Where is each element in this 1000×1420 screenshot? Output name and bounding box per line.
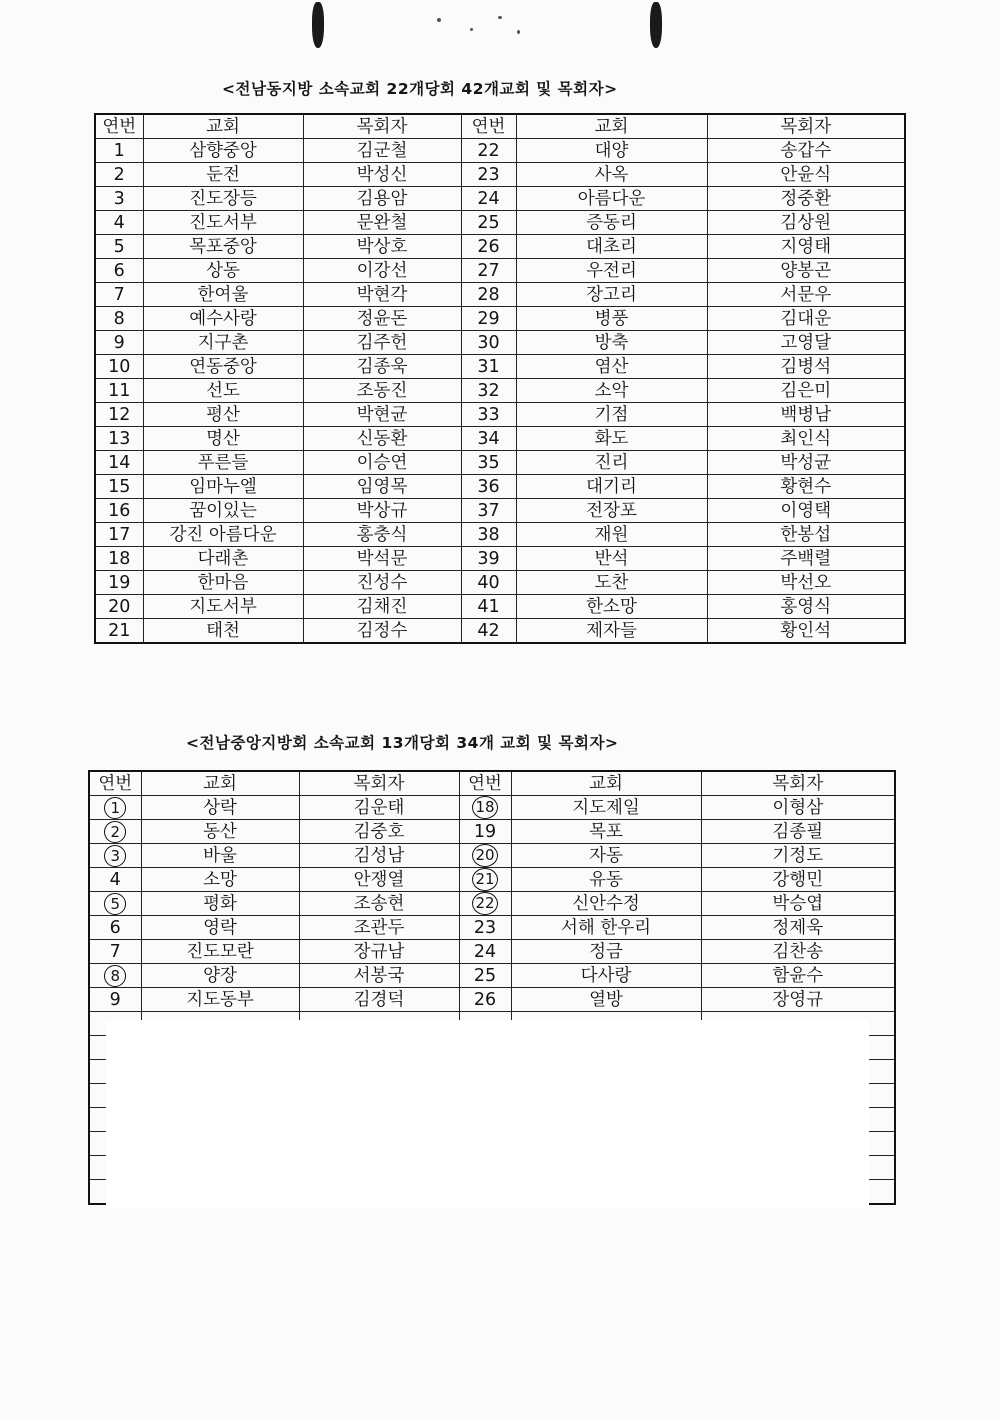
circled-number: 3 — [104, 845, 126, 867]
row-number — [459, 892, 511, 916]
table-row — [89, 796, 895, 820]
pastor-name: 황인석 — [707, 619, 905, 644]
row-number: 40 — [461, 571, 516, 595]
church-name: 명산 — [143, 427, 303, 451]
pastor-name: 함윤수 — [701, 964, 895, 988]
pastor-name: 지영태 — [707, 235, 905, 259]
circled-number: 22 — [472, 892, 498, 915]
church-name: 다래촌 — [143, 547, 303, 571]
col-header-church: 교회 — [141, 771, 299, 796]
church-name: 한여울 — [143, 283, 303, 307]
pastor-name: 장영규 — [701, 988, 895, 1012]
row-number: 21 — [95, 619, 143, 644]
col-header-number: 연번 — [461, 114, 516, 139]
pastor-name: 박성신 — [303, 163, 461, 187]
pastor-name: 정윤돈 — [303, 307, 461, 331]
row-number: 7 — [89, 940, 141, 964]
pastor-name: 박현각 — [303, 283, 461, 307]
row-number: 5 — [95, 235, 143, 259]
table-row — [95, 211, 905, 235]
row-number: 30 — [461, 331, 516, 355]
table-row — [95, 235, 905, 259]
row-number: 13 — [95, 427, 143, 451]
circled-number: 8 — [104, 965, 126, 987]
pastor-name: 진성수 — [303, 571, 461, 595]
row-number: 1 — [95, 139, 143, 163]
pastor-name: 김종필 — [701, 820, 895, 844]
church-name: 병풍 — [516, 307, 707, 331]
pastor-name: 김경덕 — [299, 988, 459, 1012]
table-row — [89, 868, 895, 892]
church-name: 목포 — [511, 820, 701, 844]
church-name: 지도제일 — [511, 796, 701, 820]
church-name: 진도서부 — [143, 211, 303, 235]
pastor-name: 정제욱 — [701, 916, 895, 940]
row-number: 42 — [461, 619, 516, 644]
row-number: 7 — [95, 283, 143, 307]
pastor-name: 조동진 — [303, 379, 461, 403]
table-row — [89, 916, 895, 940]
church-name: 서해 한우리 — [511, 916, 701, 940]
row-number: 29 — [461, 307, 516, 331]
row-number: 35 — [461, 451, 516, 475]
table-row — [95, 259, 905, 283]
church-name: 소악 — [516, 379, 707, 403]
pastor-name: 이영택 — [707, 499, 905, 523]
row-number: 2 — [95, 163, 143, 187]
pastor-name: 안쟁열 — [299, 868, 459, 892]
row-number: 33 — [461, 403, 516, 427]
pastor-name: 김운태 — [299, 796, 459, 820]
church-name: 상동 — [143, 259, 303, 283]
row-number: 9 — [95, 331, 143, 355]
row-number: 22 — [461, 139, 516, 163]
church-name: 진리 — [516, 451, 707, 475]
pastor-name: 김용암 — [303, 187, 461, 211]
pastor-name: 박석문 — [303, 547, 461, 571]
pastor-name: 김은미 — [707, 379, 905, 403]
table-row — [95, 571, 905, 595]
church-name: 한마음 — [143, 571, 303, 595]
church-name: 삼향중앙 — [143, 139, 303, 163]
row-number: 17 — [95, 523, 143, 547]
row-number — [89, 844, 141, 868]
row-number: 8 — [95, 307, 143, 331]
row-number — [89, 820, 141, 844]
row-number: 24 — [459, 940, 511, 964]
pastor-name: 이승연 — [303, 451, 461, 475]
table-row — [89, 988, 895, 1012]
church-name: 반석 — [516, 547, 707, 571]
church-name: 목포중앙 — [143, 235, 303, 259]
pastor-name: 황현수 — [707, 475, 905, 499]
table1-header-row — [95, 114, 905, 139]
pastor-name: 이강선 — [303, 259, 461, 283]
row-number: 20 — [95, 595, 143, 619]
church-name: 강진 아름다운 — [143, 523, 303, 547]
church-name: 꿈이있는 — [143, 499, 303, 523]
church-name: 열방 — [511, 988, 701, 1012]
col-header-pastor: 목회자 — [299, 771, 459, 796]
church-name: 우전리 — [516, 259, 707, 283]
punch-hole-left — [312, 2, 324, 48]
pastor-name: 백병남 — [707, 403, 905, 427]
row-number: 6 — [95, 259, 143, 283]
table-row — [95, 355, 905, 379]
church-name: 지도서부 — [143, 595, 303, 619]
col-header-church: 교회 — [511, 771, 701, 796]
row-number: 32 — [461, 379, 516, 403]
row-number: 26 — [461, 235, 516, 259]
church-name: 아름다운 — [516, 187, 707, 211]
pastor-name: 서봉국 — [299, 964, 459, 988]
church-name: 신안수정 — [511, 892, 701, 916]
row-number: 27 — [461, 259, 516, 283]
col-header-pastor: 목회자 — [303, 114, 461, 139]
church-name: 예수사랑 — [143, 307, 303, 331]
church-name: 태천 — [143, 619, 303, 644]
row-number: 31 — [461, 355, 516, 379]
table-row — [95, 283, 905, 307]
pastor-name: 기정도 — [701, 844, 895, 868]
row-number: 16 — [95, 499, 143, 523]
row-number: 28 — [461, 283, 516, 307]
table1-body — [95, 114, 905, 643]
col-header-number: 연번 — [459, 771, 511, 796]
pastor-name: 이형삼 — [701, 796, 895, 820]
row-number: 37 — [461, 499, 516, 523]
row-number: 11 — [95, 379, 143, 403]
pastor-name: 김병석 — [707, 355, 905, 379]
table-row — [95, 427, 905, 451]
pastor-name: 김찬송 — [701, 940, 895, 964]
scan-speck — [470, 28, 473, 31]
pastor-name: 박선오 — [707, 571, 905, 595]
row-number: 39 — [461, 547, 516, 571]
pastor-name: 김채진 — [303, 595, 461, 619]
col-header-church: 교회 — [516, 114, 707, 139]
pastor-name: 신동환 — [303, 427, 461, 451]
pastor-name: 최인식 — [707, 427, 905, 451]
pastor-name: 김대운 — [707, 307, 905, 331]
row-number: 19 — [459, 820, 511, 844]
scan-speck — [498, 16, 502, 19]
row-number: 38 — [461, 523, 516, 547]
church-name: 연동중앙 — [143, 355, 303, 379]
church-name: 대양 — [516, 139, 707, 163]
table-row — [95, 163, 905, 187]
table2-header-row — [89, 771, 895, 796]
pastor-name: 문완철 — [303, 211, 461, 235]
church-name: 방축 — [516, 331, 707, 355]
pastor-name: 박상규 — [303, 499, 461, 523]
row-number — [89, 796, 141, 820]
circled-number: 1 — [104, 797, 126, 819]
pastor-name: 장규남 — [299, 940, 459, 964]
pastor-name: 조관두 — [299, 916, 459, 940]
church-name: 지구촌 — [143, 331, 303, 355]
circled-number: 5 — [104, 893, 126, 915]
pastor-name: 양봉곤 — [707, 259, 905, 283]
pastor-name: 김주헌 — [303, 331, 461, 355]
pastor-name: 김성남 — [299, 844, 459, 868]
church-name: 진도모란 — [141, 940, 299, 964]
table-row — [89, 844, 895, 868]
church-name: 한소망 — [516, 595, 707, 619]
table-row — [89, 892, 895, 916]
table-row — [95, 331, 905, 355]
row-number: 25 — [461, 211, 516, 235]
row-number: 15 — [95, 475, 143, 499]
row-number — [89, 964, 141, 988]
church-name: 푸른들 — [143, 451, 303, 475]
church-name: 기점 — [516, 403, 707, 427]
table1-church-roster — [94, 113, 906, 644]
church-name: 염산 — [516, 355, 707, 379]
pastor-name: 김종욱 — [303, 355, 461, 379]
table-row — [95, 307, 905, 331]
table1-title: <전남동지방 소속교회 22개당회 42개교회 및 목회자> — [222, 80, 618, 98]
church-name: 도찬 — [516, 571, 707, 595]
row-number: 14 — [95, 451, 143, 475]
church-name: 진도장등 — [143, 187, 303, 211]
church-name: 정금 — [511, 940, 701, 964]
row-number: 12 — [95, 403, 143, 427]
pastor-name: 강행민 — [701, 868, 895, 892]
pastor-name: 김군철 — [303, 139, 461, 163]
pastor-name: 박상호 — [303, 235, 461, 259]
row-number — [459, 868, 511, 892]
church-name: 제자들 — [516, 619, 707, 644]
row-number: 36 — [461, 475, 516, 499]
punch-hole-right — [650, 2, 662, 48]
col-header-pastor: 목회자 — [701, 771, 895, 796]
row-number — [459, 796, 511, 820]
table-row — [89, 964, 895, 988]
row-number: 25 — [459, 964, 511, 988]
row-number: 18 — [95, 547, 143, 571]
table-row — [95, 547, 905, 571]
circled-number: 21 — [472, 868, 498, 891]
pastor-name: 주백렬 — [707, 547, 905, 571]
table-row — [95, 379, 905, 403]
church-name: 평화 — [141, 892, 299, 916]
church-name: 다사랑 — [511, 964, 701, 988]
circled-number: 18 — [472, 796, 498, 819]
church-name: 평산 — [143, 403, 303, 427]
church-name: 재원 — [516, 523, 707, 547]
church-name: 영락 — [141, 916, 299, 940]
row-number: 19 — [95, 571, 143, 595]
table-row — [95, 595, 905, 619]
pastor-name: 안윤식 — [707, 163, 905, 187]
row-number: 3 — [95, 187, 143, 211]
table-row — [95, 523, 905, 547]
table-row — [95, 451, 905, 475]
col-header-number: 연번 — [95, 114, 143, 139]
church-name: 소망 — [141, 868, 299, 892]
col-header-church: 교회 — [143, 114, 303, 139]
pastor-name: 임영목 — [303, 475, 461, 499]
church-name: 상락 — [141, 796, 299, 820]
row-number — [89, 892, 141, 916]
church-name: 둔전 — [143, 163, 303, 187]
table-row — [95, 187, 905, 211]
church-name: 전장포 — [516, 499, 707, 523]
circled-number: 2 — [104, 821, 126, 843]
pastor-name: 김정수 — [303, 619, 461, 644]
pastor-name: 박현균 — [303, 403, 461, 427]
church-name: 증동리 — [516, 211, 707, 235]
row-number: 10 — [95, 355, 143, 379]
church-name: 임마누엘 — [143, 475, 303, 499]
church-name: 동산 — [141, 820, 299, 844]
church-name: 양장 — [141, 964, 299, 988]
pastor-name: 고영달 — [707, 331, 905, 355]
pastor-name: 한봉섭 — [707, 523, 905, 547]
church-name: 자동 — [511, 844, 701, 868]
pastor-name: 홍영식 — [707, 595, 905, 619]
col-header-pastor: 목회자 — [707, 114, 905, 139]
pastor-name: 김중호 — [299, 820, 459, 844]
table-row — [95, 475, 905, 499]
church-name: 대기리 — [516, 475, 707, 499]
church-name: 화도 — [516, 427, 707, 451]
row-number: 9 — [89, 988, 141, 1012]
row-number — [459, 844, 511, 868]
pastor-name: 정중환 — [707, 187, 905, 211]
row-number: 23 — [461, 163, 516, 187]
pastor-name: 김상원 — [707, 211, 905, 235]
pastor-name: 조송현 — [299, 892, 459, 916]
row-number: 6 — [89, 916, 141, 940]
pastor-name: 박승엽 — [701, 892, 895, 916]
row-number: 4 — [89, 868, 141, 892]
row-number: 24 — [461, 187, 516, 211]
scan-speck — [437, 18, 441, 22]
table2-title: <전남중앙지방회 소속교회 13개당회 34개 교회 및 목회자> — [186, 734, 619, 752]
church-name: 유동 — [511, 868, 701, 892]
table-row — [89, 820, 895, 844]
church-name: 지도동부 — [141, 988, 299, 1012]
pastor-name: 서문우 — [707, 283, 905, 307]
pastor-name: 송갑수 — [707, 139, 905, 163]
church-name: 바울 — [141, 844, 299, 868]
row-number: 34 — [461, 427, 516, 451]
table-row — [95, 619, 905, 644]
row-number: 23 — [459, 916, 511, 940]
redaction-box — [106, 1020, 869, 1208]
table-row — [95, 139, 905, 163]
row-number: 41 — [461, 595, 516, 619]
pastor-name: 박성균 — [707, 451, 905, 475]
table-row — [95, 499, 905, 523]
church-name: 장고리 — [516, 283, 707, 307]
row-number: 4 — [95, 211, 143, 235]
church-name: 사옥 — [516, 163, 707, 187]
church-name: 선도 — [143, 379, 303, 403]
row-number: 26 — [459, 988, 511, 1012]
table-row — [95, 403, 905, 427]
church-name: 대초리 — [516, 235, 707, 259]
pastor-name: 홍충식 — [303, 523, 461, 547]
circled-number: 20 — [472, 844, 498, 867]
col-header-number: 연번 — [89, 771, 141, 796]
scan-speck — [517, 30, 520, 34]
table-row — [89, 940, 895, 964]
